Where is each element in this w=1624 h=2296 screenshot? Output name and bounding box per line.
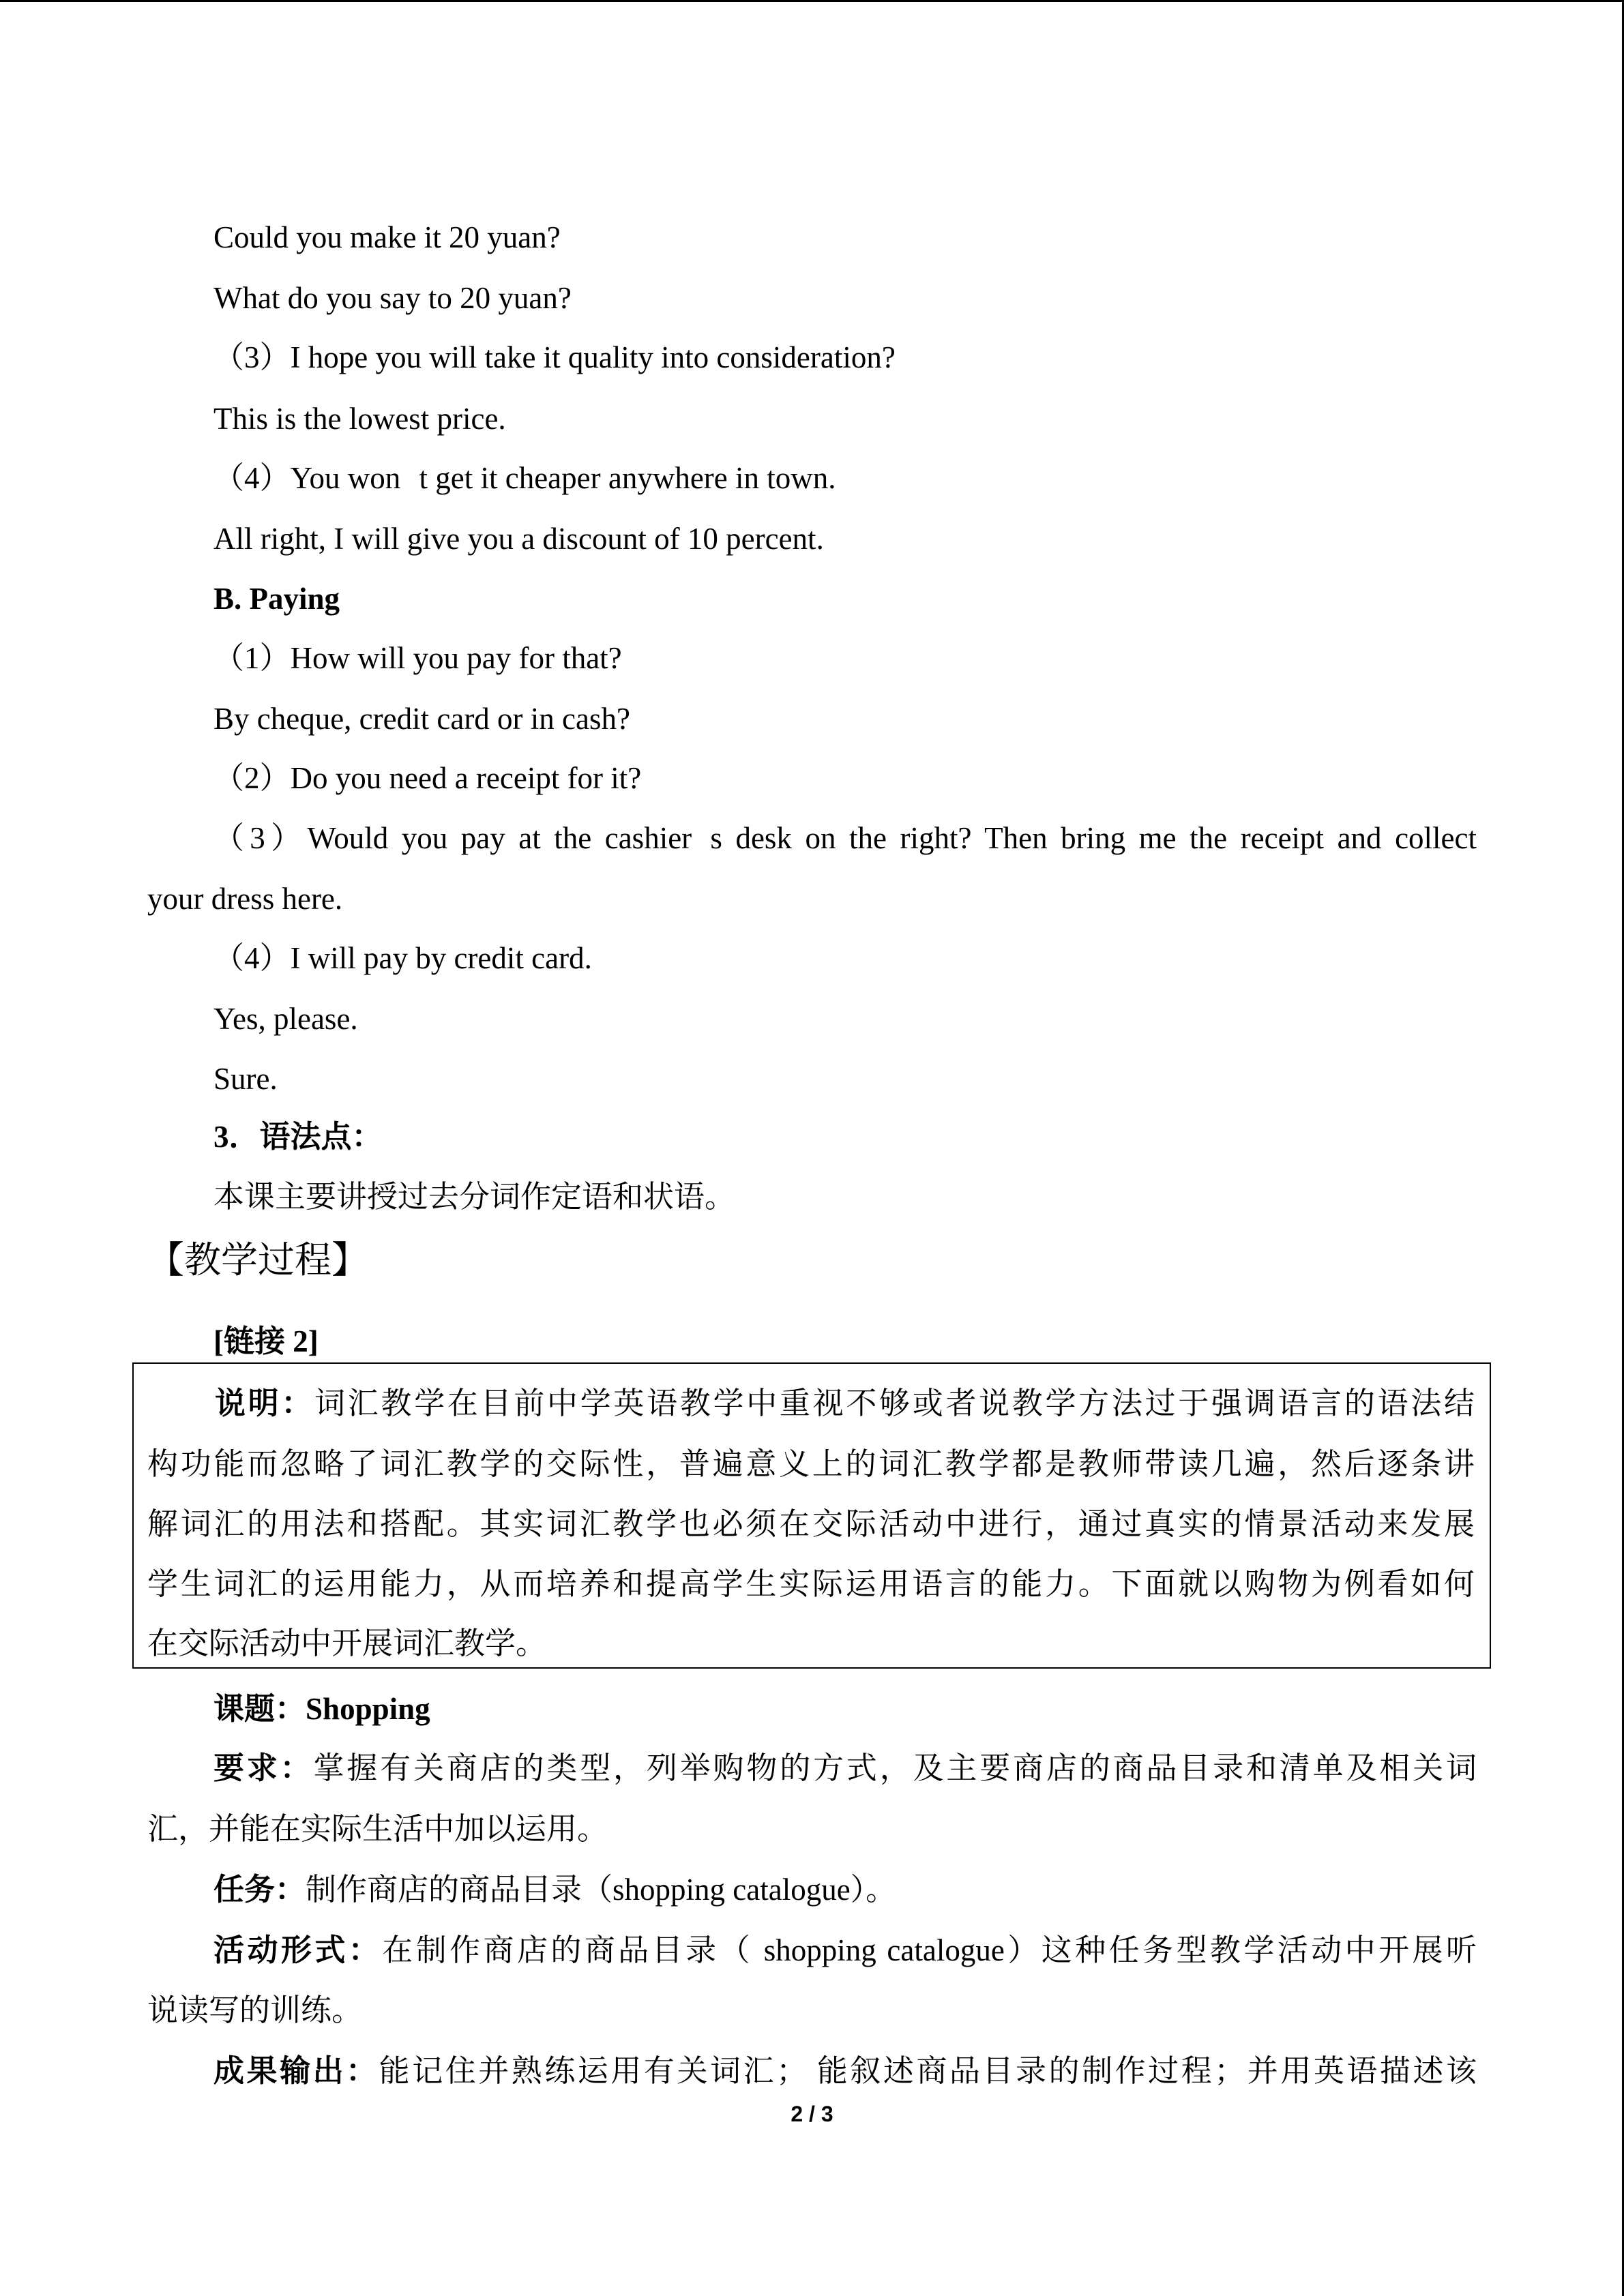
topic-line (213, 1688, 430, 1729)
dialogue-line: （4）I will pay by credit card. (213, 941, 592, 975)
task-label: 任务： (213, 1873, 306, 1907)
page-number: 2 / 3 (791, 2102, 833, 2126)
note-line: 在交际活动中开展词汇教学。 (147, 1626, 547, 1660)
output-line: 成果输出：能记住并熟练运用有关词汇； 能叙述商品目录的制作过程；并用英语描述该 (213, 2054, 1477, 2088)
dialogue-line: （1）How will you pay for that? (213, 641, 622, 675)
requirement-line: 要求：掌握有关商店的类型，列举购物的方式，及主要商店的商品目录和清单及相关词 (213, 1751, 1477, 1785)
dialogue-line: All right, I will give you a discount of 10 percent. (213, 522, 824, 556)
grammar-title: 3．语法点： (213, 1120, 383, 1154)
note-line: 构功能而忽略了词汇教学的交际性，普遍意义上的词汇教学都是教师带读几遍，然后逐条讲 (147, 1447, 1475, 1481)
topic-label: 课题： (213, 1692, 306, 1726)
grammar-text: 本课主要讲授过去分词作定语和状语。 (213, 1180, 736, 1214)
dialogue-line: （4）You wont get it cheaper anywhere in town. (213, 461, 836, 495)
process-heading: 【教学过程】 (147, 1238, 368, 1281)
note-line: 解词汇的用法和搭配。其实词汇教学也必须在交际活动中进行，通过真实的情景活动来发展 (147, 1507, 1475, 1541)
activity-label: 活动形式： (213, 1933, 383, 1967)
dialogue-line-continued: your dress here. (147, 882, 343, 916)
dialogue-line: Could you make it 20 yuan? (213, 220, 561, 254)
dialogue-line: Yes, please. (213, 1002, 358, 1036)
section-b-title: B. Paying (213, 582, 340, 616)
link-label: [链接 2] (213, 1324, 319, 1358)
dialogue-line: （3）Would you pay at the cashiers desk on the right? Then bring me the receipt and collect (213, 821, 1477, 855)
output-label: 成果输出： (213, 2054, 379, 2088)
note-line: 说明：词汇教学在目前中学英语教学中重视不够或者说教学方法过于强调语言的语法结 (215, 1386, 1475, 1420)
note-label: 说明： (215, 1386, 315, 1420)
dialogue-line: （3）I hope you will take it quality into consideration? (213, 340, 896, 374)
dialogue-line: This is the lowest price. (213, 402, 506, 436)
activity-line-continued: 说读写的训练。 (147, 1993, 363, 2027)
task-value: 制作商店的商品目录（shopping catalogue）。 (306, 1873, 897, 1907)
requirement-label: 要求： (213, 1751, 314, 1785)
dialogue-line: （2）Do you need a receipt for it? (213, 761, 642, 795)
top-border-line (0, 0, 1624, 2)
dialogue-line: Sure. (213, 1062, 278, 1096)
dialogue-line: By cheque, credit card or in cash? (213, 702, 630, 736)
dialogue-line: What do you say to 20 yuan? (213, 281, 572, 315)
note-line: 学生词汇的运用能力，从而培养和提高学生实际运用语言的能力。下面就以购物为例看如何 (147, 1567, 1475, 1601)
note-box (132, 1362, 1491, 1669)
topic-value: Shopping (306, 1692, 430, 1726)
task-line (213, 1869, 896, 1910)
requirement-line-continued: 汇，并能在实际生活中加以运用。 (147, 1812, 608, 1846)
activity-line: 活动形式：在制作商店的商品目录（ shopping catalogue）这种任务型教学活动中开展听 (213, 1933, 1477, 1967)
